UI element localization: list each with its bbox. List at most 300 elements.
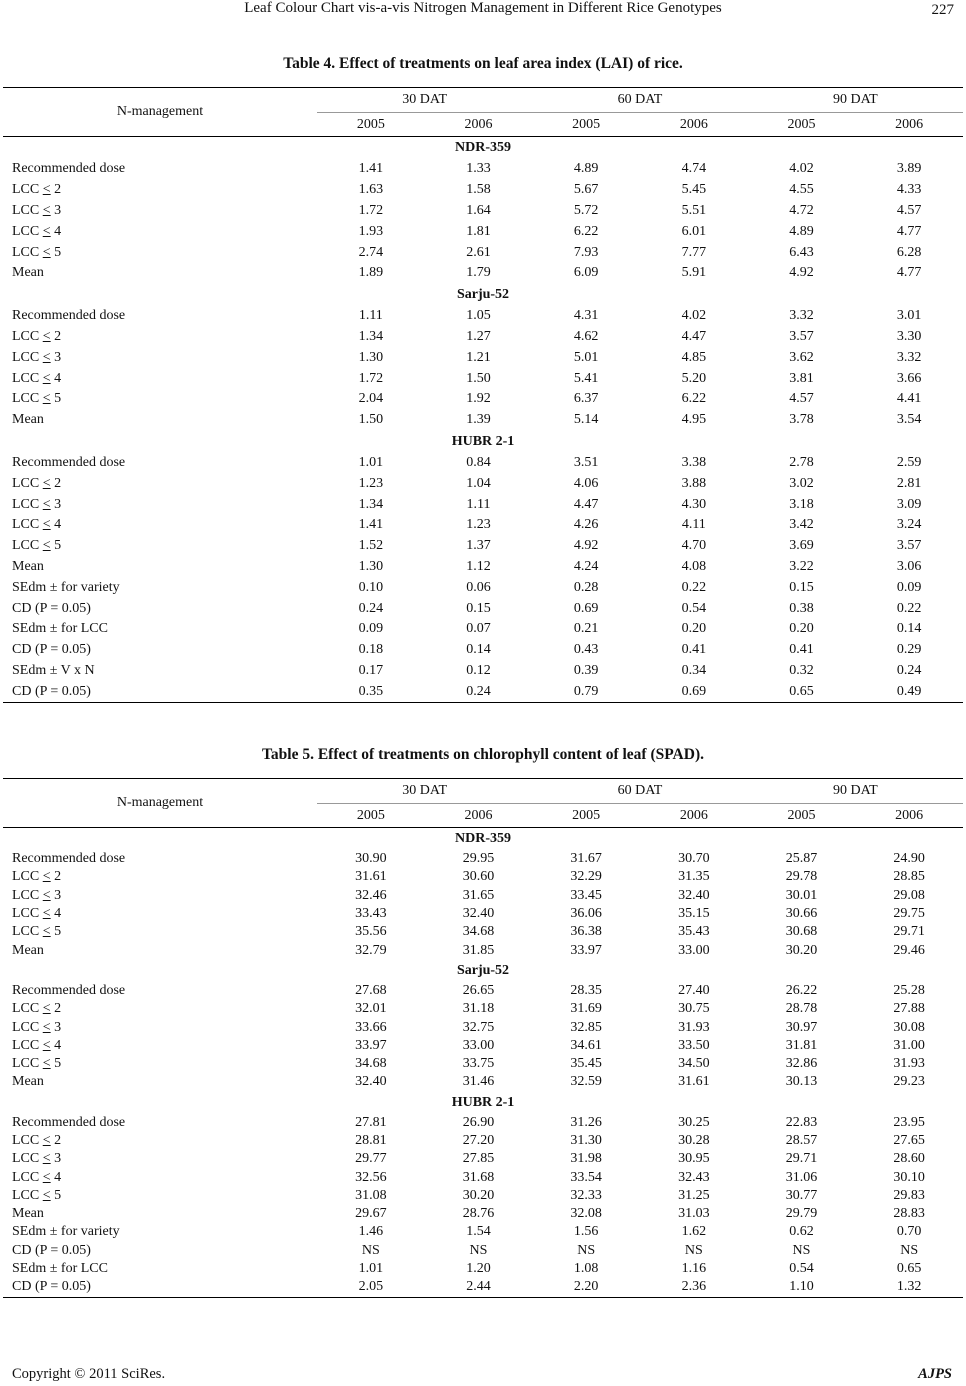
table-cell: 1.34 bbox=[358, 328, 384, 344]
leq-symbol: < bbox=[42, 496, 51, 512]
row-label: Mean bbox=[12, 1074, 44, 1090]
table-cell: 28.35 bbox=[570, 982, 602, 998]
row-label: LCC < 2 bbox=[12, 869, 62, 885]
table-cell: 28.83 bbox=[893, 1206, 925, 1222]
table-cell: 1.46 bbox=[358, 1224, 384, 1240]
table-cell: 30.77 bbox=[785, 1187, 818, 1203]
row-label: Mean bbox=[12, 558, 44, 574]
table-cell: 4.95 bbox=[681, 412, 707, 428]
table-cell: 0.21 bbox=[573, 621, 599, 637]
group-row bbox=[3, 828, 963, 851]
table-cell: 4.30 bbox=[681, 496, 707, 512]
table-cell: 27.88 bbox=[893, 1001, 925, 1017]
table-cell: 0.28 bbox=[573, 579, 599, 595]
row-label: LCC < 2 bbox=[12, 328, 62, 344]
table4-header-year: 2006 bbox=[464, 116, 493, 132]
table-cell: 5.91 bbox=[681, 265, 707, 281]
table-cell: NS bbox=[684, 1242, 703, 1258]
leq-symbol: < bbox=[42, 517, 51, 533]
table-cell: 0.65 bbox=[896, 1261, 922, 1277]
table-cell: 2.59 bbox=[896, 454, 922, 470]
table-cell: 7.93 bbox=[573, 244, 599, 260]
row-label: LCC < 5 bbox=[12, 924, 62, 940]
table-cell: 29.46 bbox=[893, 942, 925, 958]
table-cell: 1.39 bbox=[466, 412, 491, 428]
table-cell: 32.46 bbox=[355, 887, 387, 903]
row-label: CD (P = 0.05) bbox=[3, 1278, 317, 1297]
table-cell: 29.78 bbox=[785, 869, 818, 885]
table-cell: 31.93 bbox=[893, 1056, 925, 1072]
table-cell: 27.85 bbox=[462, 1151, 495, 1167]
table-cell: 33.97 bbox=[570, 942, 602, 958]
table-cell: 3.66 bbox=[896, 370, 922, 386]
row-label: Mean bbox=[12, 942, 44, 958]
table-cell: 34.68 bbox=[462, 924, 495, 940]
table-cell: 4.62 bbox=[573, 328, 599, 344]
table5-header-year: 2005 bbox=[572, 807, 601, 823]
table-cell: 32.40 bbox=[462, 906, 495, 922]
table-cell: 29.75 bbox=[893, 906, 925, 922]
leq-symbol: < bbox=[42, 1056, 51, 1072]
table-cell: 4.02 bbox=[789, 161, 814, 177]
group-name: NDR-359 bbox=[455, 831, 511, 846]
table-cell: 33.54 bbox=[570, 1169, 602, 1185]
table4-body bbox=[3, 137, 963, 703]
table-cell: 32.75 bbox=[462, 1019, 495, 1035]
table-cell: 34.50 bbox=[678, 1056, 710, 1072]
group-row bbox=[3, 137, 963, 160]
row-label: SEdm ± for LCC bbox=[12, 1261, 108, 1277]
table-cell: 0.24 bbox=[358, 600, 384, 616]
row-label: LCC < 2 bbox=[12, 182, 62, 198]
table-cell: 0.22 bbox=[681, 579, 707, 595]
table-cell: 3.09 bbox=[896, 496, 922, 512]
table-cell: 0.12 bbox=[466, 662, 491, 678]
table-row bbox=[3, 515, 963, 536]
table-cell: 32.33 bbox=[570, 1187, 602, 1203]
table-row bbox=[3, 1000, 963, 1018]
table-cell: 0.43 bbox=[573, 642, 599, 658]
leq-symbol: < bbox=[42, 1001, 51, 1017]
table-cell: 6.28 bbox=[896, 244, 922, 260]
table-cell: 28.76 bbox=[462, 1206, 495, 1222]
table-row bbox=[3, 453, 963, 474]
table-cell: 4.31 bbox=[573, 308, 599, 324]
table-cell: 4.92 bbox=[573, 538, 599, 554]
table-cell: 5.72 bbox=[573, 202, 599, 218]
table-cell: 3.30 bbox=[896, 328, 922, 344]
table-cell: 30.66 bbox=[785, 906, 818, 922]
table5-header-nmanagement: N-management bbox=[3, 779, 317, 828]
row-label: Recommended dose bbox=[12, 308, 126, 324]
leq-symbol: < bbox=[42, 475, 51, 491]
row-label: CD (P = 0.05) bbox=[12, 642, 91, 658]
table-cell: 32.86 bbox=[785, 1056, 818, 1072]
row-label: LCC < 2 bbox=[12, 475, 62, 491]
table-cell: 27.20 bbox=[462, 1133, 495, 1148]
table-cell: 31.08 bbox=[355, 1187, 387, 1203]
table-cell: 3.51 bbox=[573, 454, 599, 470]
row-label: LCC < 3 bbox=[12, 349, 62, 365]
table-cell: 32.43 bbox=[678, 1169, 710, 1185]
table-cell: 4.47 bbox=[681, 328, 707, 344]
table-cell: 0.14 bbox=[896, 621, 922, 637]
table-cell: 4.57 bbox=[789, 391, 814, 407]
table-cell: 5.20 bbox=[681, 370, 707, 386]
table-cell: 26.90 bbox=[462, 1114, 495, 1130]
row-label: CD (P = 0.05) bbox=[12, 600, 91, 616]
row-label: LCC < 5 bbox=[12, 1056, 62, 1072]
table5-header-dat: 30 DAT bbox=[317, 779, 532, 804]
table-row bbox=[3, 368, 963, 389]
table-cell: 30.10 bbox=[893, 1169, 925, 1185]
leq-symbol: < bbox=[42, 869, 51, 885]
table-cell: 1.62 bbox=[681, 1224, 707, 1240]
table-cell: 2.20 bbox=[532, 1278, 640, 1297]
row-label: LCC < 3 bbox=[12, 1151, 62, 1167]
table-cell: 27.65 bbox=[893, 1133, 925, 1148]
table5-header-year: 2006 bbox=[464, 807, 493, 823]
table-cell: 1.23 bbox=[466, 517, 491, 533]
table-cell: 31.65 bbox=[462, 887, 495, 903]
table-cell: 31.61 bbox=[355, 869, 387, 885]
table-cell: 26.65 bbox=[462, 982, 495, 998]
table-cell: 4.85 bbox=[681, 349, 707, 365]
table-row bbox=[3, 905, 963, 923]
table-cell: 28.57 bbox=[785, 1133, 818, 1148]
table-cell: 3.54 bbox=[896, 412, 922, 428]
table-cell: 3.78 bbox=[789, 412, 814, 428]
row-label: LCC < 3 bbox=[12, 496, 62, 512]
table-row bbox=[3, 850, 963, 868]
leq-symbol: < bbox=[42, 223, 51, 239]
table-cell: 4.74 bbox=[681, 161, 707, 177]
stat-row bbox=[3, 661, 963, 682]
group-row bbox=[3, 960, 963, 982]
table5-header-dat: 60 DAT bbox=[532, 779, 747, 804]
table-cell: 1.23 bbox=[358, 475, 384, 491]
row-label: Recommended dose bbox=[12, 851, 126, 867]
row-label: SEdm ± for variety bbox=[12, 1224, 120, 1240]
table-cell: 29.83 bbox=[893, 1187, 925, 1203]
table-cell: 4.77 bbox=[896, 265, 922, 281]
table5-header-year: 2005 bbox=[787, 807, 816, 823]
table-cell: 0.24 bbox=[896, 662, 922, 678]
leq-symbol: < bbox=[42, 1133, 51, 1148]
group-name: Sarju-52 bbox=[456, 286, 510, 302]
table-cell: 0.09 bbox=[358, 621, 384, 637]
table-cell: 25.28 bbox=[893, 982, 925, 998]
table-cell: 0.15 bbox=[466, 600, 491, 616]
table-cell: 31.26 bbox=[570, 1114, 602, 1130]
table-cell: 4.77 bbox=[896, 223, 922, 239]
table-cell: 2.78 bbox=[789, 454, 814, 470]
row-label: Recommended dose bbox=[12, 1114, 126, 1130]
row-label: LCC < 4 bbox=[12, 370, 62, 386]
table-cell: 2.36 bbox=[640, 1278, 748, 1297]
table5-body bbox=[3, 828, 963, 1298]
table-cell: 35.56 bbox=[355, 924, 387, 940]
table-cell: 30.25 bbox=[678, 1114, 710, 1130]
table-row bbox=[3, 1150, 963, 1168]
stat-row bbox=[3, 598, 963, 619]
table-cell: 3.32 bbox=[789, 308, 814, 324]
row-label: LCC < 4 bbox=[12, 517, 62, 533]
table-cell: 31.06 bbox=[785, 1169, 818, 1185]
table-row bbox=[3, 923, 963, 941]
table-cell: 0.62 bbox=[789, 1224, 814, 1240]
table-cell: 5.14 bbox=[573, 412, 599, 428]
table-cell: 3.42 bbox=[789, 517, 814, 533]
row-label: SEdm ± for variety bbox=[12, 579, 120, 595]
leq-symbol: < bbox=[42, 370, 51, 386]
table-cell: 5.41 bbox=[573, 370, 599, 386]
table-row bbox=[3, 410, 963, 431]
table-cell: 30.08 bbox=[893, 1019, 925, 1035]
leq-symbol: < bbox=[42, 1019, 51, 1035]
table-cell: 30.75 bbox=[678, 1001, 710, 1017]
table-cell: 0.20 bbox=[681, 621, 707, 637]
table-cell: 4.11 bbox=[681, 517, 706, 533]
table-cell: 32.79 bbox=[355, 942, 387, 958]
table-cell: 1.72 bbox=[358, 202, 384, 218]
table-cell: 35.43 bbox=[678, 924, 710, 940]
table5-header-year: 2005 bbox=[356, 807, 385, 823]
table-cell: 28.78 bbox=[785, 1001, 818, 1017]
table-cell: 33.66 bbox=[355, 1019, 387, 1035]
page-header bbox=[0, 0, 966, 26]
table-cell: 31.85 bbox=[462, 942, 495, 958]
table-cell: 26.22 bbox=[785, 982, 818, 998]
table-cell: 1.50 bbox=[466, 370, 491, 386]
table-cell: 4.57 bbox=[896, 202, 922, 218]
table-cell: 0.38 bbox=[789, 600, 814, 616]
table-cell: 25.87 bbox=[785, 851, 818, 867]
table-cell: 1.05 bbox=[466, 308, 491, 324]
table-cell: 29.95 bbox=[462, 851, 495, 867]
table-cell: 36.06 bbox=[570, 906, 602, 922]
table-cell: 6.43 bbox=[789, 244, 814, 260]
table-cell: 29.67 bbox=[355, 1206, 387, 1222]
table-cell: 31.03 bbox=[678, 1206, 710, 1222]
table-cell: 6.01 bbox=[681, 223, 707, 239]
table-cell: 0.22 bbox=[896, 600, 922, 616]
table-cell: 32.40 bbox=[355, 1074, 387, 1090]
table-cell: 3.18 bbox=[789, 496, 814, 512]
table-cell: 4.89 bbox=[573, 161, 599, 177]
row-label: LCC < 3 bbox=[12, 202, 62, 218]
page-number: 227 bbox=[931, 2, 954, 18]
table-cell: 1.01 bbox=[358, 454, 384, 470]
table-cell: 27.40 bbox=[678, 982, 710, 998]
table-cell: 30.60 bbox=[462, 869, 495, 885]
table-cell: 0.54 bbox=[681, 600, 707, 616]
table-cell: 35.15 bbox=[678, 906, 710, 922]
table-cell: 29.79 bbox=[785, 1206, 818, 1222]
table5-header-dat: 90 DAT bbox=[748, 779, 963, 804]
table-cell: 3.06 bbox=[896, 558, 922, 574]
table-cell: 23.95 bbox=[893, 1114, 925, 1130]
table-cell: 24.90 bbox=[893, 851, 925, 867]
table-row bbox=[3, 242, 963, 263]
table-cell: 0.39 bbox=[573, 662, 599, 678]
leq-symbol: < bbox=[42, 906, 51, 922]
row-label: Recommended dose bbox=[12, 982, 126, 998]
group-name: NDR-359 bbox=[455, 140, 511, 155]
row-label: LCC < 3 bbox=[12, 1019, 62, 1035]
table-cell: 0.07 bbox=[466, 621, 491, 637]
table-cell: 7.77 bbox=[681, 244, 707, 260]
table4 bbox=[3, 87, 963, 703]
table-cell: 5.51 bbox=[681, 202, 707, 218]
table-row bbox=[3, 473, 963, 494]
table-cell: 31.93 bbox=[678, 1019, 710, 1035]
table-cell: 3.89 bbox=[896, 161, 922, 177]
table-cell: 0.32 bbox=[789, 662, 814, 678]
stat-row bbox=[3, 681, 963, 702]
stat-row bbox=[3, 1223, 963, 1241]
table-cell: 0.35 bbox=[317, 681, 425, 702]
table-row bbox=[3, 1114, 963, 1132]
table-cell: 1.11 bbox=[466, 496, 491, 512]
table-cell: NS bbox=[900, 1242, 919, 1258]
table-cell: 4.08 bbox=[681, 558, 707, 574]
table-cell: 0.17 bbox=[358, 662, 384, 678]
table-cell: 0.70 bbox=[896, 1224, 922, 1240]
table-cell: 1.12 bbox=[466, 558, 491, 574]
stat-row bbox=[3, 640, 963, 661]
table-cell: 33.97 bbox=[355, 1037, 387, 1053]
table-cell: 1.92 bbox=[466, 391, 491, 407]
table-cell: 3.81 bbox=[789, 370, 814, 386]
table-row bbox=[3, 389, 963, 410]
table-row bbox=[3, 941, 963, 959]
table-cell: 0.18 bbox=[358, 642, 384, 658]
table-cell: 3.69 bbox=[789, 538, 814, 554]
table4-header-year: 2006 bbox=[895, 116, 924, 132]
table-cell: 30.97 bbox=[785, 1019, 818, 1035]
table-cell: 30.13 bbox=[785, 1074, 818, 1090]
table-cell: 4.89 bbox=[789, 223, 814, 239]
group-name: HUBR 2-1 bbox=[451, 433, 515, 449]
table-cell: 3.57 bbox=[896, 538, 922, 554]
table-cell: 5.45 bbox=[681, 182, 707, 198]
table-cell: 27.68 bbox=[355, 982, 387, 998]
row-label: Mean bbox=[12, 412, 44, 428]
table-row bbox=[3, 1132, 963, 1150]
table-cell: 34.68 bbox=[355, 1056, 387, 1072]
table-cell: 4.55 bbox=[789, 182, 814, 198]
table-cell: 30.68 bbox=[785, 924, 818, 940]
table-cell: 3.57 bbox=[789, 328, 814, 344]
table-cell: NS bbox=[792, 1242, 811, 1258]
leq-symbol: < bbox=[42, 328, 51, 344]
leq-symbol: < bbox=[42, 182, 51, 198]
table-cell: 6.09 bbox=[573, 265, 599, 281]
table-cell: 0.14 bbox=[466, 642, 491, 658]
table-cell: 3.38 bbox=[681, 454, 707, 470]
leq-symbol: < bbox=[42, 887, 51, 903]
table-cell: 2.04 bbox=[358, 391, 384, 407]
group-row bbox=[3, 431, 963, 453]
group-name: Sarju-52 bbox=[456, 962, 510, 978]
table-cell: 30.90 bbox=[355, 851, 387, 867]
table4-header-year: 2006 bbox=[679, 116, 708, 132]
table-cell: 30.01 bbox=[785, 887, 818, 903]
leq-symbol: < bbox=[42, 349, 51, 365]
table-cell: 1.32 bbox=[855, 1278, 963, 1297]
table4-header-dat: 90 DAT bbox=[748, 88, 963, 113]
leq-symbol: < bbox=[42, 244, 51, 260]
table-cell: 0.15 bbox=[789, 579, 814, 595]
table-cell: 0.41 bbox=[681, 642, 707, 658]
table5-grid bbox=[3, 778, 963, 1298]
table-cell: 1.21 bbox=[466, 349, 491, 365]
table-cell: 33.00 bbox=[462, 1037, 495, 1053]
row-label: LCC < 5 bbox=[12, 391, 62, 407]
table4-caption: Table 4. Effect of treatments on leaf area index (LAI) of rice. bbox=[283, 55, 683, 72]
table-cell: 6.37 bbox=[573, 391, 599, 407]
table-cell: 0.49 bbox=[855, 681, 963, 702]
table4-grid bbox=[3, 87, 963, 703]
group-name: HUBR 2-1 bbox=[451, 1094, 515, 1110]
table-cell: 29.08 bbox=[893, 887, 925, 903]
table-cell: 5.67 bbox=[573, 182, 599, 198]
table-cell: 22.83 bbox=[785, 1114, 818, 1130]
table-cell: 30.70 bbox=[678, 851, 710, 867]
row-label: LCC < 3 bbox=[12, 887, 62, 903]
table-cell: 4.70 bbox=[681, 538, 707, 554]
table-cell: 4.26 bbox=[573, 517, 599, 533]
table-row bbox=[3, 180, 963, 201]
table-cell: 1.56 bbox=[573, 1224, 599, 1240]
journal-name: AJPS bbox=[918, 1366, 952, 1382]
row-label: LCC < 4 bbox=[12, 1037, 62, 1053]
table-cell: 32.08 bbox=[570, 1206, 602, 1222]
table4-header-nmanagement: N-management bbox=[3, 88, 317, 137]
table-cell: 2.44 bbox=[425, 1278, 533, 1297]
table-cell: 1.34 bbox=[358, 496, 384, 512]
table-cell: 0.09 bbox=[896, 579, 922, 595]
table-cell: 1.89 bbox=[358, 265, 384, 281]
table-cell: 31.68 bbox=[462, 1169, 495, 1185]
table-cell: 0.69 bbox=[573, 600, 599, 616]
table-cell: 0.29 bbox=[896, 642, 922, 658]
table-cell: 5.01 bbox=[573, 349, 599, 365]
table4-header-dat: 30 DAT bbox=[317, 88, 532, 113]
row-label: LCC < 5 bbox=[12, 244, 62, 260]
table-row bbox=[3, 263, 963, 284]
table-cell: 0.24 bbox=[425, 681, 533, 702]
table-cell: 0.10 bbox=[358, 579, 384, 595]
table-cell: 1.58 bbox=[466, 182, 491, 198]
table-cell: 1.10 bbox=[748, 1278, 856, 1297]
table-row bbox=[3, 159, 963, 180]
table-cell: 31.35 bbox=[678, 869, 710, 885]
table-cell: NS bbox=[577, 1242, 596, 1258]
table4-header-year: 2005 bbox=[572, 116, 601, 132]
table-row bbox=[3, 887, 963, 905]
table-cell: 4.06 bbox=[573, 475, 599, 491]
table4-header-year: 2005 bbox=[356, 116, 385, 132]
table-row bbox=[3, 306, 963, 327]
table-cell: 1.64 bbox=[466, 202, 491, 218]
table-cell: 1.27 bbox=[466, 328, 491, 344]
table-cell: 6.22 bbox=[681, 391, 707, 407]
table-row bbox=[3, 1037, 963, 1055]
row-label: LCC < 4 bbox=[12, 906, 62, 922]
table-cell: 0.79 bbox=[532, 681, 640, 702]
